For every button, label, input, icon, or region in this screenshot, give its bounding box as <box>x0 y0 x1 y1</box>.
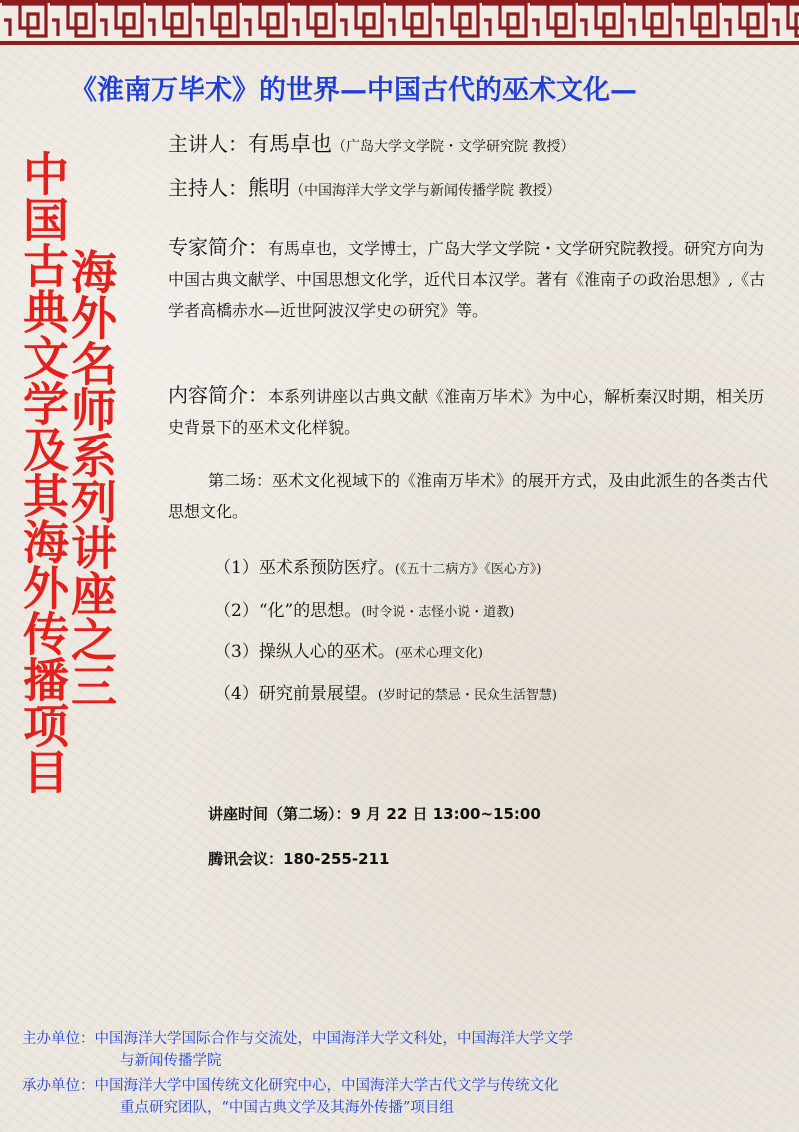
item-note: (巫术心理文化) <box>394 646 483 661</box>
host-line <box>168 172 560 202</box>
content-intro <box>168 380 776 443</box>
item-note: (时令说・志怪小说・道教) <box>361 605 515 620</box>
list-item <box>214 553 541 578</box>
content-text: 本系列讲座以古典文献《淮南万毕术》为中心，解析秦汉时期，相关历史背景下的巫术文化样貌。 <box>168 387 765 437</box>
project-vertical-title: 中国古典文学及其海外传播项目 <box>16 150 70 794</box>
chinese-lattice-border-icon <box>0 0 799 52</box>
expert-heading: 专家简介： <box>168 235 268 259</box>
host-affiliation: （中国海洋大学文学与新闻传播学院 教授） <box>290 183 561 199</box>
lattice-border <box>0 0 799 52</box>
coorganizer-line1: 承办单位：中国海洋大学中国传统文化研究中心，中国海洋大学古代文学与传统文化 <box>22 1078 559 1094</box>
organizer-line1: 主办单位：中国海洋大学国际合作与交流处，中国海洋大学文科处，中国海洋大学文学 <box>22 1031 573 1047</box>
session-description: 第二场：巫术文化视域下的《淮南万毕术》的展开方式，及由此派生的各类古代思想文化。 <box>168 471 769 521</box>
item-text: （1）巫术系预防医疗。 <box>214 558 395 578</box>
list-item <box>214 637 483 662</box>
organizer <box>22 1028 782 1072</box>
organizer-line2: 与新闻传播学院 <box>120 1053 222 1069</box>
coorganizer-line2: 重点研究团队，“中国古典文学及其海外传播”项目组 <box>120 1100 454 1116</box>
speaker-affiliation: （广岛大学文学院・文学研究院 教授） <box>332 139 575 155</box>
series-vertical-title: 海外名师系列讲座之三 <box>64 248 118 708</box>
item-note: (岁时记的禁忌・民众生活智慧) <box>377 688 557 703</box>
expert-text: 有馬卓也，文学博士，广岛大学文学院・文学研究院教授。研究方向为中国古典文献学、中国思想文化学，近代日本汉学。著有《淮南子の政治思想》,《古学者高橋赤水—近世阿波汉学史の研究》等。 <box>168 239 766 320</box>
item-note: (《五十二病方》《医心方》) <box>394 562 542 577</box>
content-heading: 内容简介： <box>168 383 268 407</box>
co-organizer <box>22 1075 782 1119</box>
list-item <box>214 679 557 704</box>
item-text: （2）“化”的思想。 <box>214 601 362 621</box>
item-text: （3）操纵人心的巫术。 <box>214 642 395 662</box>
lecture-time: 讲座时间（第二场）：9 月 22 日 13:00~15:00 <box>208 805 541 823</box>
speaker-name: 有馬卓也 <box>248 132 332 156</box>
item-text: （4）研究前景展望。 <box>214 684 378 704</box>
meeting-id: 腾讯会议：180-255-211 <box>208 850 390 868</box>
speaker-label: 主讲人： <box>168 132 248 156</box>
speaker-line <box>168 128 574 158</box>
expert-intro <box>168 232 776 326</box>
host-name: 熊明 <box>248 176 290 200</box>
host-label: 主持人： <box>168 176 248 200</box>
page-title: 《淮南万毕术》的世界—中国古代的巫术文化— <box>70 75 637 106</box>
list-item <box>214 596 514 621</box>
